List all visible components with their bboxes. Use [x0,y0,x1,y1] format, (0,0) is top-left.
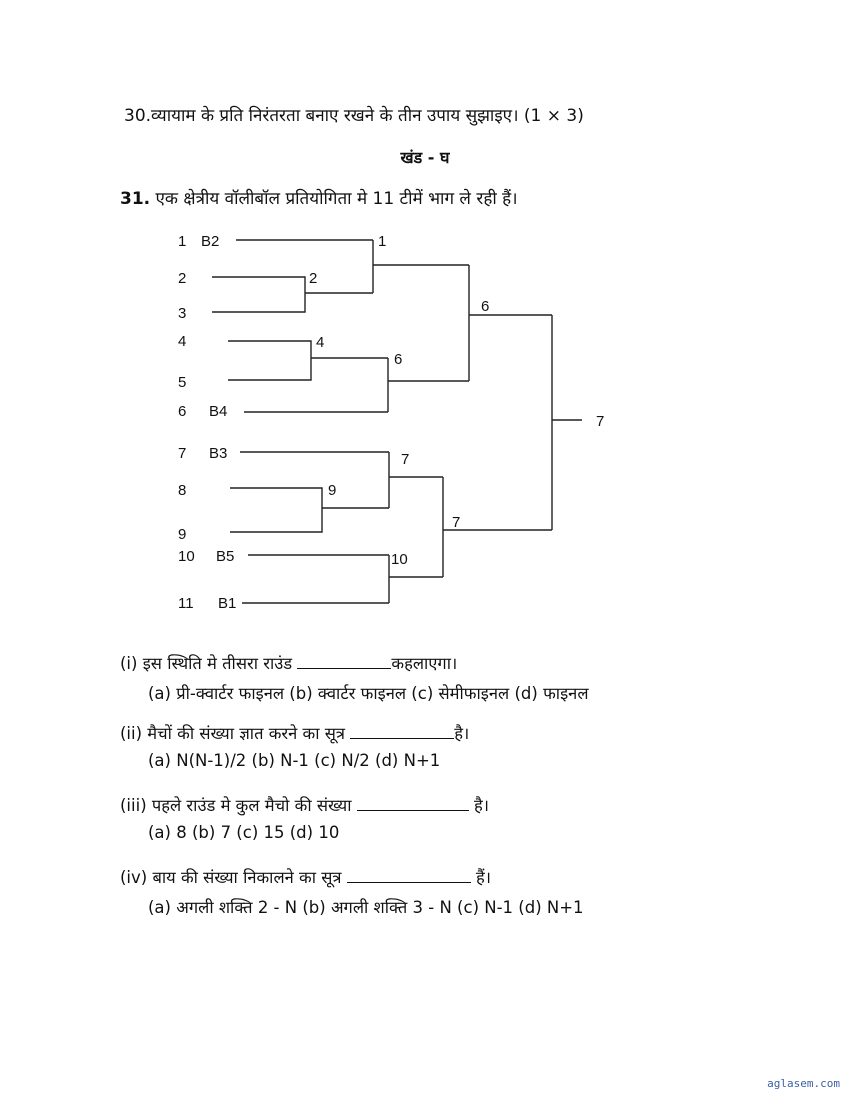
team-7-bye: B3 [209,445,228,462]
team-labels [178,233,236,612]
bracket-line [230,488,322,532]
question-iii-suffix: है। [468,796,490,815]
answer-blank [350,724,454,739]
question-iii-prefix: (iii) पहले राउंड मे कुल मैचो की संख्या [120,796,357,815]
question-ii-suffix: है। [454,724,470,743]
winner-match-2: 2 [309,270,318,287]
team-6-number: 6 [178,403,187,420]
question-ii [120,721,469,744]
team-6-bye: B4 [209,403,228,420]
answer-blank [297,654,391,669]
team-4-number: 4 [178,333,187,350]
question-iii [120,793,489,816]
question-i-options: (a) प्री-क्वार्टर फाइनल (b) क्वार्टर फाइनल (c) सेमीफाइनल (d) फाइनल [148,684,589,703]
footer-site-link[interactable]: aglasem.com [767,1077,840,1090]
answer-blank [357,796,469,811]
team-3-number: 3 [178,305,187,322]
winner-match-7-upper: 7 [401,451,410,468]
winner-match-9: 9 [328,482,337,499]
team-9-number: 9 [178,526,187,543]
team-11-number: 11 [178,595,194,612]
team-11-bye: B1 [218,595,237,612]
team-10-number: 10 [178,548,195,565]
bracket-lines [212,240,582,603]
team-2-number: 2 [178,270,187,287]
bracket-line [212,277,305,312]
question-ii-options: (a) N(N-1)/2 (b) N-1 (c) N/2 (d) N+1 [148,751,441,770]
team-1-number: 1 [178,233,187,250]
question-30: 30.व्यायाम के प्रति निरंतरता बनाए रखने के तीन उपाय सुझाइए। (1 × 3) [124,106,584,126]
question-iv-suffix: हैं। [470,868,491,887]
question-iv-options: (a) अगली शक्ति 2 - N (b) अगली शक्ति 3 - N (c) N-1 (d) N+1 [148,898,584,917]
question-i [120,651,457,674]
question-31 [120,186,518,209]
question-i-prefix: (i) इस स्थिति मे तीसरा राउंड [120,654,298,673]
team-5-number: 5 [178,374,187,391]
section-heading: खंड - घ [400,148,450,167]
question-ii-prefix: (ii) मैचों की संख्या ज्ञात करने का सूत्र [120,724,351,743]
tournament-bracket-diagram [168,225,618,615]
question-i-suffix: कहलाएगा। [391,654,458,673]
winner-match-1: 1 [378,233,387,250]
winner-match-7-lower: 7 [452,514,461,531]
answer-blank [347,868,471,883]
winner-match-6-upper: 6 [481,298,490,315]
winner-labels [309,233,604,568]
team-10-bye: B5 [216,548,235,565]
team-7-number: 7 [178,445,187,462]
question-iv-prefix: (iv) बाय की संख्या निकालने का सूत्र [120,868,347,887]
winner-match-4: 4 [316,334,325,351]
bracket-line [228,341,311,380]
question-iii-options: (a) 8 (b) 7 (c) 15 (d) 10 [148,823,340,842]
question-iv [120,865,491,888]
team-1-bye: B2 [201,233,220,250]
winner-match-10: 10 [391,551,408,568]
final-winner: 7 [596,413,605,430]
question-31-text: एक क्षेत्रीय वॉलीबॉल प्रतियोगिता मे 11 टीमें भाग ले रही हैं। [155,189,518,209]
winner-match-6-lower: 6 [394,351,403,368]
team-8-number: 8 [178,482,187,499]
question-31-number: 31. [120,189,151,209]
